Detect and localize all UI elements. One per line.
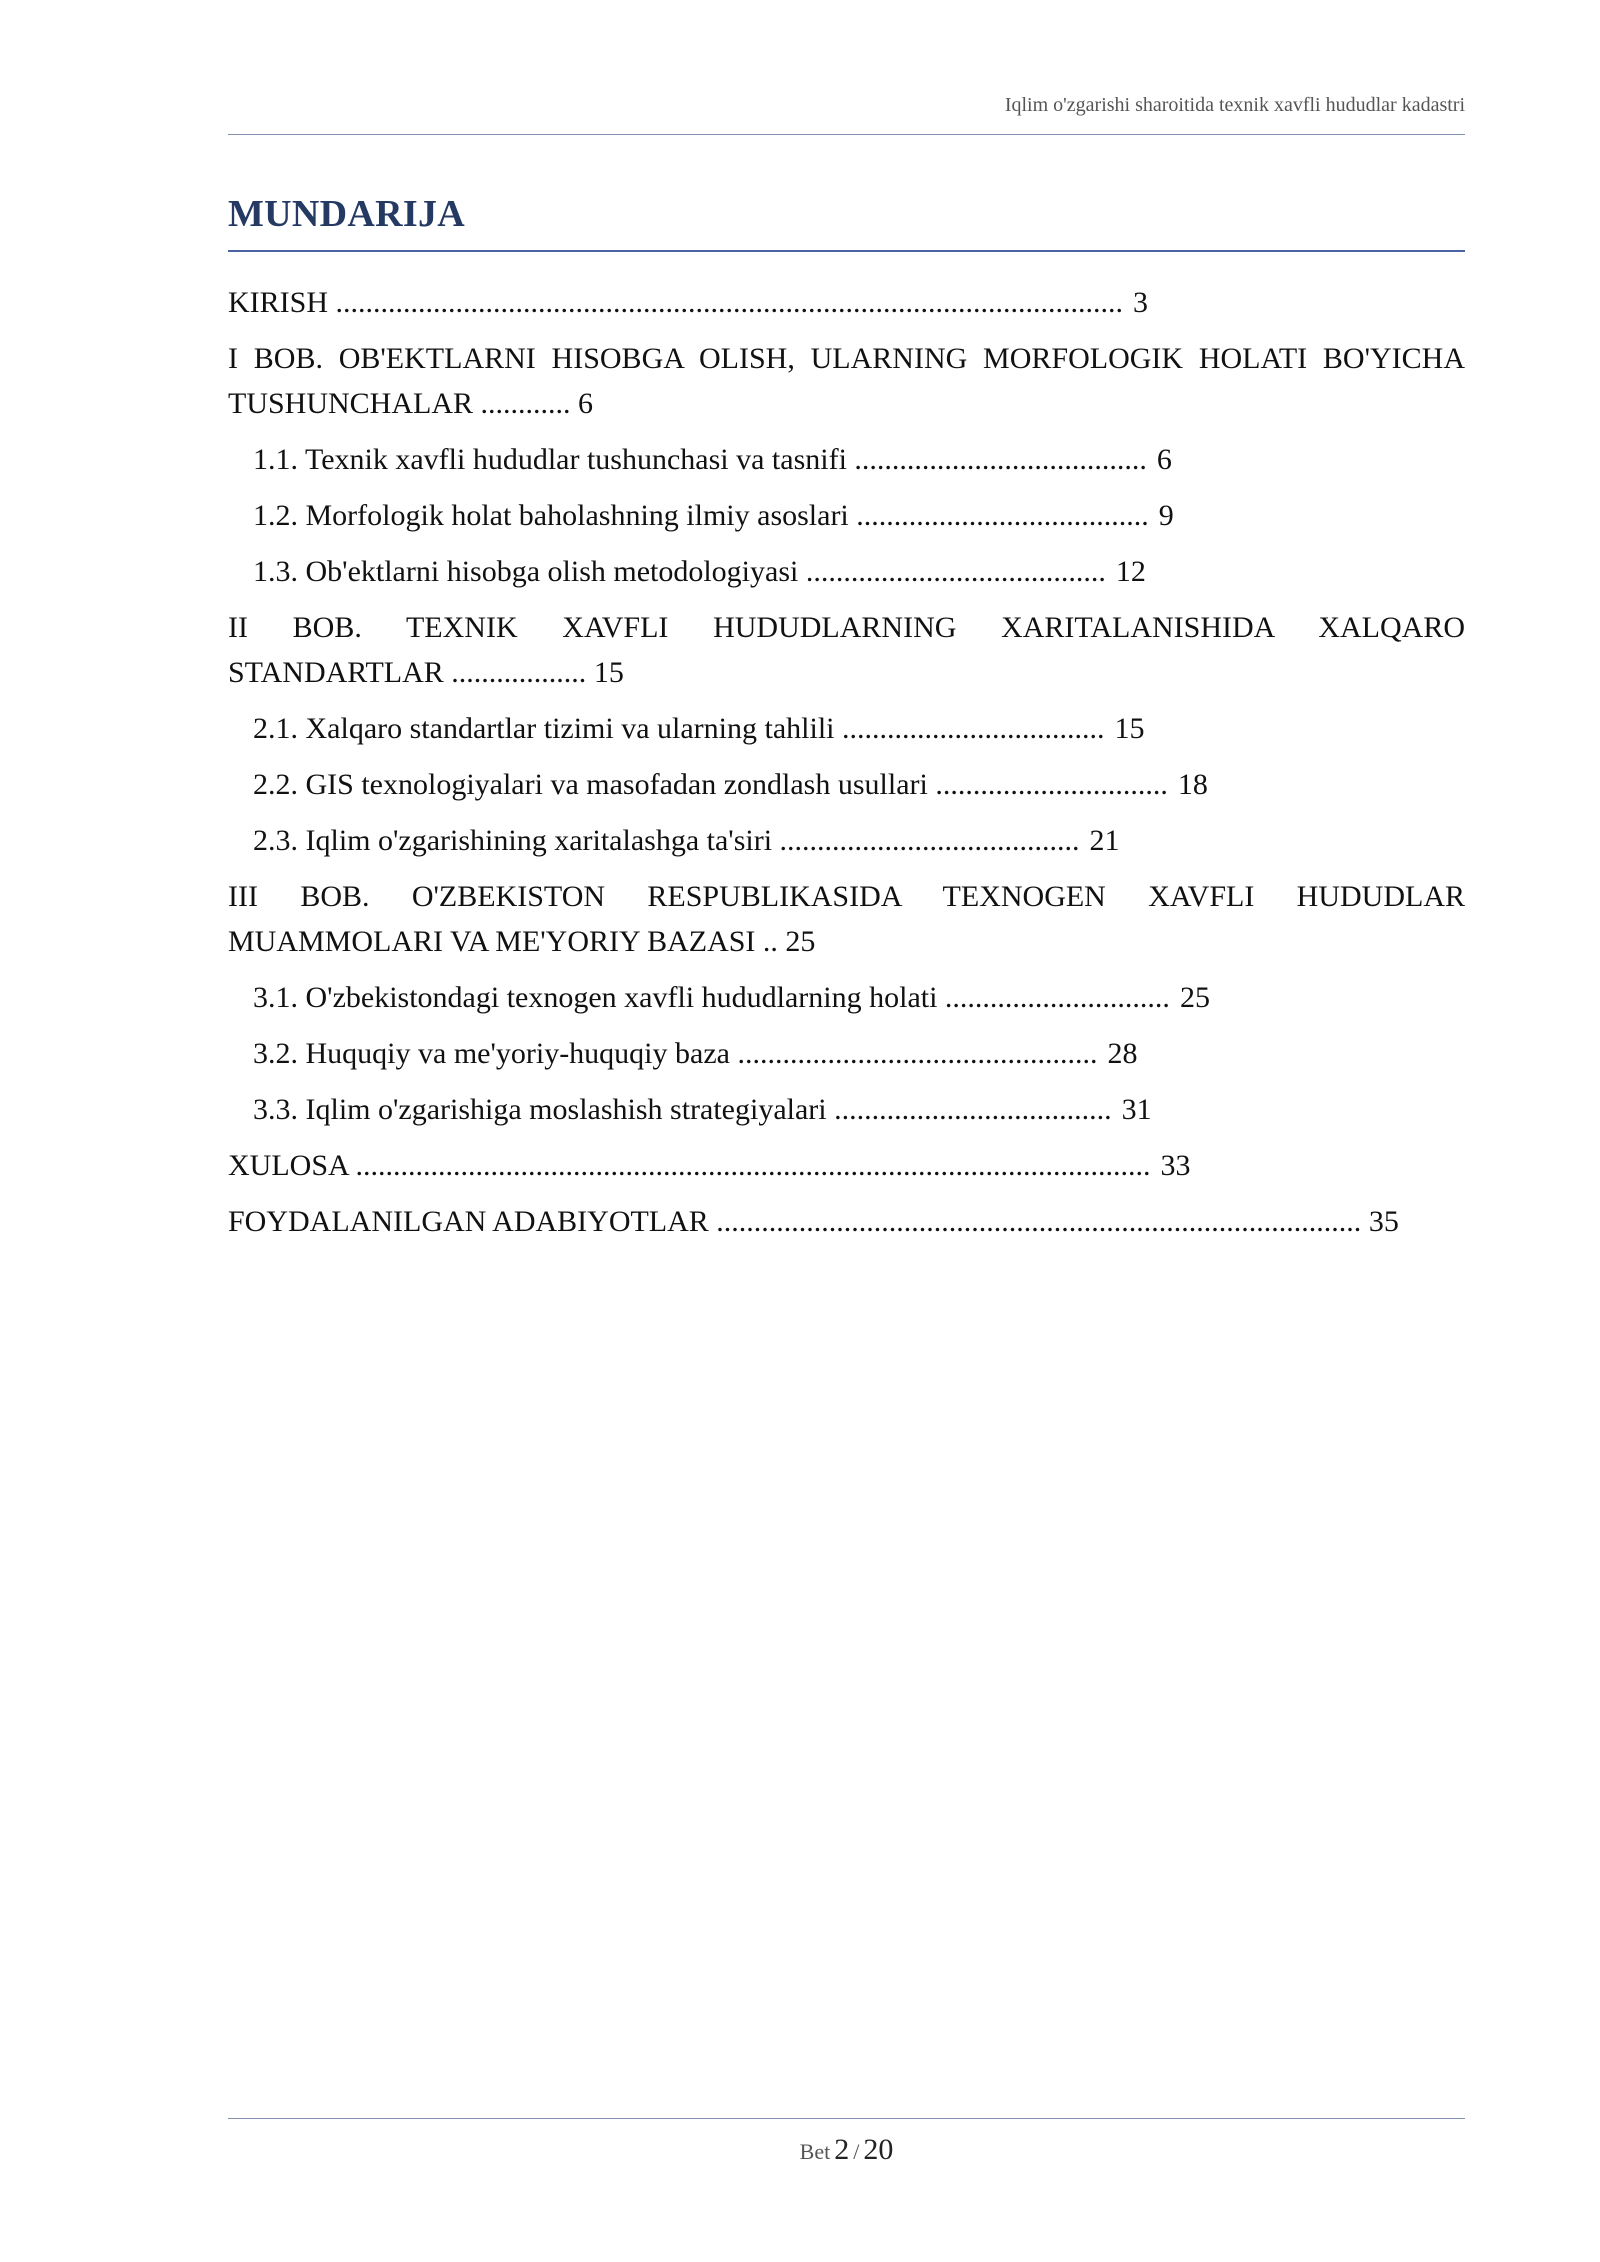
running-title: Iqlim o'zgarishi sharoitida texnik xavfli hududlar kadastri [1004,94,1465,116]
toc-entry-page: 31 [1121,1093,1152,1126]
toc-entry-text: FOYDALANILGAN ADABIYOTLAR ...................................................................................... [228,1205,1362,1238]
toc-entry-page: 6 [1156,443,1172,476]
toc-entry-page: 6 [578,387,594,420]
toc-entry-text: 2.3. Iqlim o'zgarishining xaritalashga ta'siri ........................................ [253,824,1080,857]
toc-entry-text: 3.3. Iqlim o'zgarishiga moslashish strategiyalari ..................................... [253,1093,1112,1126]
toc-entry-page: 25 [785,925,816,958]
toc-entry-text: XULOSA .......................................................................................................... [228,1149,1151,1182]
toc-entry-text: 1.1. Texnik xavfli hududlar tushunchasi va tasnifi ....................................... [253,443,1147,476]
page-number [228,2133,1465,2167]
toc-entry-text: 2.1. Xalqaro standartlar tizimi va ularning tahlili ................................... [253,712,1105,745]
toc-entry-text: 3.1. O'zbekistondagi texnogen xavfli hududlarning holati .............................. [253,981,1170,1014]
toc-entry-text: KIRISH ......................................................................................................... [228,286,1124,319]
toc-entry-text: III BOB. O'ZBEKISTON RESPUBLIKASIDA TEXNOGEN XAVFLI HUDUDLAR MUAMMOLARI VA ME'YORIY BAZASI .. [228,880,1465,958]
toc-entry-text: 1.2. Morfologik holat baholashning ilmiy asoslari ....................................... [253,499,1149,532]
toc-entry-page: 18 [1177,768,1208,801]
toc-entry-page: 21 [1089,824,1120,857]
toc-entry-adabiyotlar[interactable] [228,1199,1465,1244]
table-of-contents [228,280,1465,1255]
toc-entry-text: 1.3. Ob'ektlarni hisobga olish metodologiyasi ........................................ [253,555,1106,588]
toc-entry-1-3[interactable] [228,549,1465,594]
toc-entry-page: 12 [1115,555,1146,588]
page-footer [228,2118,1465,2166]
toc-entry-2-3[interactable] [228,818,1465,863]
toc-entry-page: 35 [1368,1205,1399,1238]
toc-title: MUNDARIJA [228,193,466,235]
toc-entry-page: 25 [1179,981,1210,1014]
total-pages: 20 [863,2133,894,2166]
toc-entry-text: I BOB. OB'EKTLARNI HISOBGA OLISH, ULARNING MORFOLOGIK HOLATI BO'YICHA TUSHUNCHALAR ............ [228,342,1465,420]
page-label: Bet [799,2139,831,2164]
current-page: 2 [834,2133,850,2166]
toc-entry-page: 28 [1107,1037,1138,1070]
toc-entry-page: 3 [1133,286,1149,319]
toc-heading [228,188,1465,252]
page-separator: / [853,2139,860,2164]
toc-entry-chapter-3[interactable] [228,874,1465,964]
toc-entry-page: 9 [1158,499,1174,532]
toc-entry-text: 2.2. GIS texnologiyalari va masofadan zondlash usullari ............................... [253,768,1168,801]
toc-entry-chapter-1[interactable] [228,336,1465,426]
toc-entry-2-2[interactable] [228,762,1465,807]
toc-entry-text: II BOB. TEXNIK XAVFLI HUDUDLARNING XARITALANISHIDA XALQARO STANDARTLAR .................. [228,611,1465,689]
toc-entry-1-1[interactable] [228,437,1465,482]
toc-entry-page: 15 [593,656,624,689]
toc-entry-page: 33 [1160,1149,1191,1182]
toc-entry-3-1[interactable] [228,975,1465,1020]
toc-entry-1-2[interactable] [228,493,1465,538]
page-header [228,92,1465,135]
toc-entry-2-1[interactable] [228,706,1465,751]
toc-entry-kirish[interactable] [228,280,1465,325]
toc-entry-page: 15 [1114,712,1145,745]
toc-entry-text: 3.2. Huquqiy va me'yoriy-huquqiy baza ................................................ [253,1037,1098,1070]
toc-entry-3-2[interactable] [228,1031,1465,1076]
toc-entry-3-3[interactable] [228,1087,1465,1132]
toc-entry-xulosa[interactable] [228,1143,1465,1188]
toc-entry-chapter-2[interactable] [228,605,1465,695]
